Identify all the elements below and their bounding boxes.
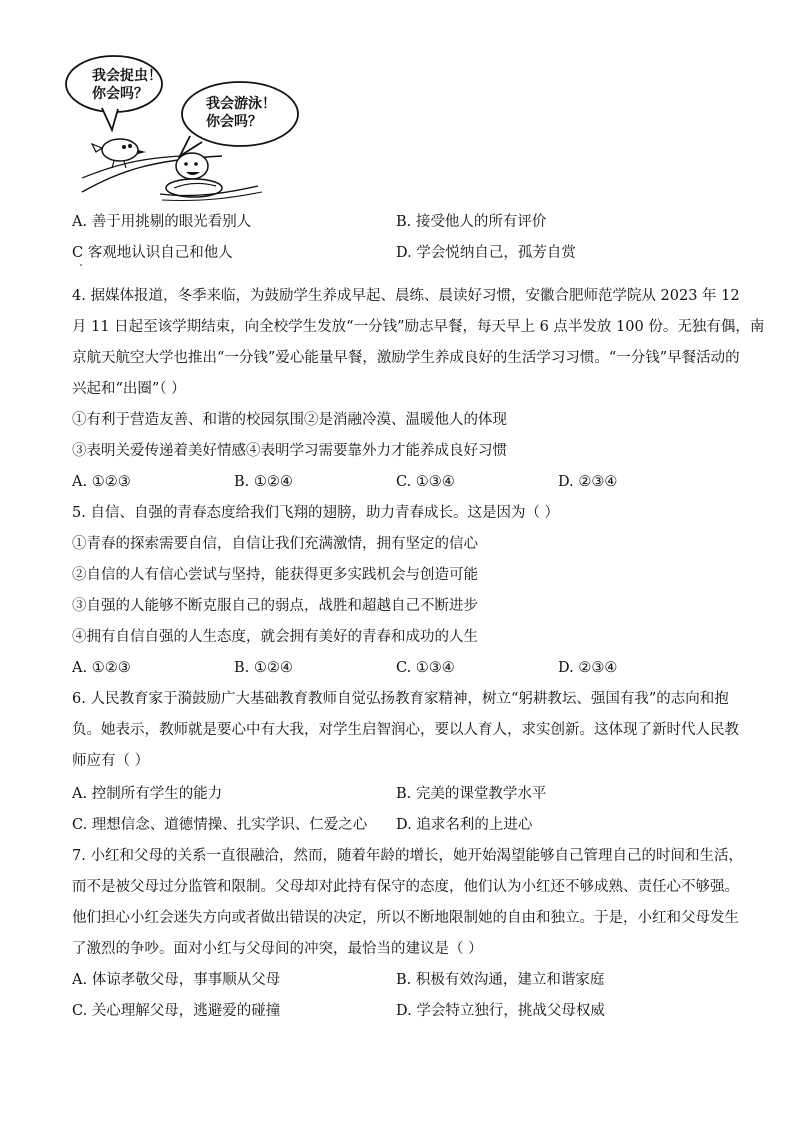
bird-drawing — [92, 139, 146, 168]
cartoon-illustration — [62, 52, 312, 202]
bubble1-line2: 你会吗？ — [92, 86, 148, 102]
bubble1-line1: 我会捉虫！ — [92, 68, 162, 84]
q4-line-1: 4. 据媒体报道，冬季来临，为鼓励学生养成早起、晨练、晨读好习惯，安徽合肥师范学院从 2023 年 12 — [72, 288, 740, 304]
stray-dot — [80, 264, 82, 266]
q7-option-a[interactable]: A. 体谅孝敬父母，事事顺从父母 — [72, 972, 281, 988]
q3-option-a[interactable]: A. 善于用挑剔的眼光看别人 — [72, 214, 252, 230]
q6-line-3: 师应有（ ） — [72, 753, 150, 769]
q4-option-d[interactable]: D. ②③④ — [558, 474, 618, 490]
q3-option-b[interactable]: B. 接受他人的所有评价 — [396, 214, 547, 230]
q3-option-d[interactable]: D. 学会悦纳自己，孤芳自赏 — [396, 245, 576, 261]
q7-line-1: 7. 小红和父母的关系一直很融洽，然而，随着年龄的增长，她开始渴望能够自己管理自己的时间和生活， — [72, 848, 743, 864]
duck-drawing — [166, 153, 222, 197]
q5-statement-4: ④拥有自信自强的人生态度，就会拥有美好的青春和成功的人生 — [72, 629, 478, 645]
q5-statement-2: ②自信的人有信心尝试与坚持，能获得更多实践机会与创造可能 — [72, 567, 478, 583]
q4-line-3: 京航天航空大学也推出“一分钱”爱心能量早餐，激励学生养成良好的生活学习习惯。“一分钱”早餐活动的 — [72, 350, 740, 366]
q6-line-2: 负。她表示，教师就是要心中有大我，对学生启智润心，要以人育人，求实创新。这体现了新时代人民教 — [72, 722, 739, 738]
q4-option-c[interactable]: C. ①③④ — [396, 474, 455, 490]
q7-option-d[interactable]: D. 学会特立独行，挑战父母权威 — [396, 1003, 605, 1019]
q6-option-a[interactable]: A. 控制所有学生的能力 — [72, 786, 223, 802]
q4-statement-34: ③表明关爱传递着美好情感④表明学习需要靠外力才能养成良好习惯 — [72, 443, 507, 459]
q5-option-d[interactable]: D. ②③④ — [558, 660, 618, 676]
q6-option-b[interactable]: B. 完美的课堂教学水平 — [396, 786, 547, 802]
q5-statement-1: ①青春的探索需要自信，自信让我们充满激情，拥有坚定的信心 — [72, 536, 478, 552]
q4-option-a[interactable]: A. ①②③ — [72, 474, 131, 490]
q3-option-c[interactable]: C 客观地认识自己和他人 — [72, 245, 233, 261]
speech-bubble-2 — [180, 82, 298, 156]
bubble2-line2: 你会吗？ — [206, 114, 262, 130]
q4-statement-12: ①有利于营造友善、和谐的校园氛围②是消融冷漠、温暖他人的体现 — [72, 412, 507, 428]
q4-option-b[interactable]: B. ①②④ — [234, 474, 293, 490]
q7-line-2: 而不是被父母过分监管和限制。父母却对此持有保守的态度，他们认为小红还不够成熟、责任心不够强。 — [72, 879, 739, 895]
bubble2-line1: 我会游泳！ — [206, 96, 276, 112]
q5-option-a[interactable]: A. ①②③ — [72, 660, 131, 676]
q6-line-1: 6. 人民教育家于漪鼓励广大基础教育教师自觉弘扬教育家精神，树立“躬耕教坛、强国有我”的志向和抱 — [72, 691, 729, 707]
q5-option-c[interactable]: C. ①③④ — [396, 660, 455, 676]
q7-line-3: 他们担心小红会迷失方向或者做出错误的决定，所以不断地限制她的自由和独立。于是，小红和父母发生 — [72, 910, 739, 926]
q4-line-4: 兴起和“出圈”（ ） — [72, 381, 186, 397]
q6-option-d[interactable]: D. 追求名利的上进心 — [396, 817, 533, 833]
q6-option-c[interactable]: C. 理想信念、道德情操、扎实学识、仁爱之心 — [72, 817, 368, 833]
q5-option-b[interactable]: B. ①②④ — [234, 660, 293, 676]
q4-line-2: 月 11 日起至该学期结束，向全校学生发放“一分钱”励志早餐，每天早上 6 点半发放 100 份。无独有偶，南 — [72, 319, 765, 335]
q5-statement-3: ③自强的人能够不断克服自己的弱点，战胜和超越自己不断进步 — [72, 598, 478, 614]
q5-line-1: 5. 自信、自强的青春态度给我们飞翔的翅膀，助力青春成长。这是因为（ ） — [72, 505, 560, 521]
speech-bubble-1 — [66, 56, 162, 130]
q7-line-4: 了激烈的争吵。面对小红与父母间的冲突，最恰当的建议是（ ） — [72, 941, 483, 957]
q7-option-c[interactable]: C. 关心理解父母，逃避爱的碰撞 — [72, 1003, 281, 1019]
q7-option-b[interactable]: B. 积极有效沟通，建立和谐家庭 — [396, 972, 605, 988]
